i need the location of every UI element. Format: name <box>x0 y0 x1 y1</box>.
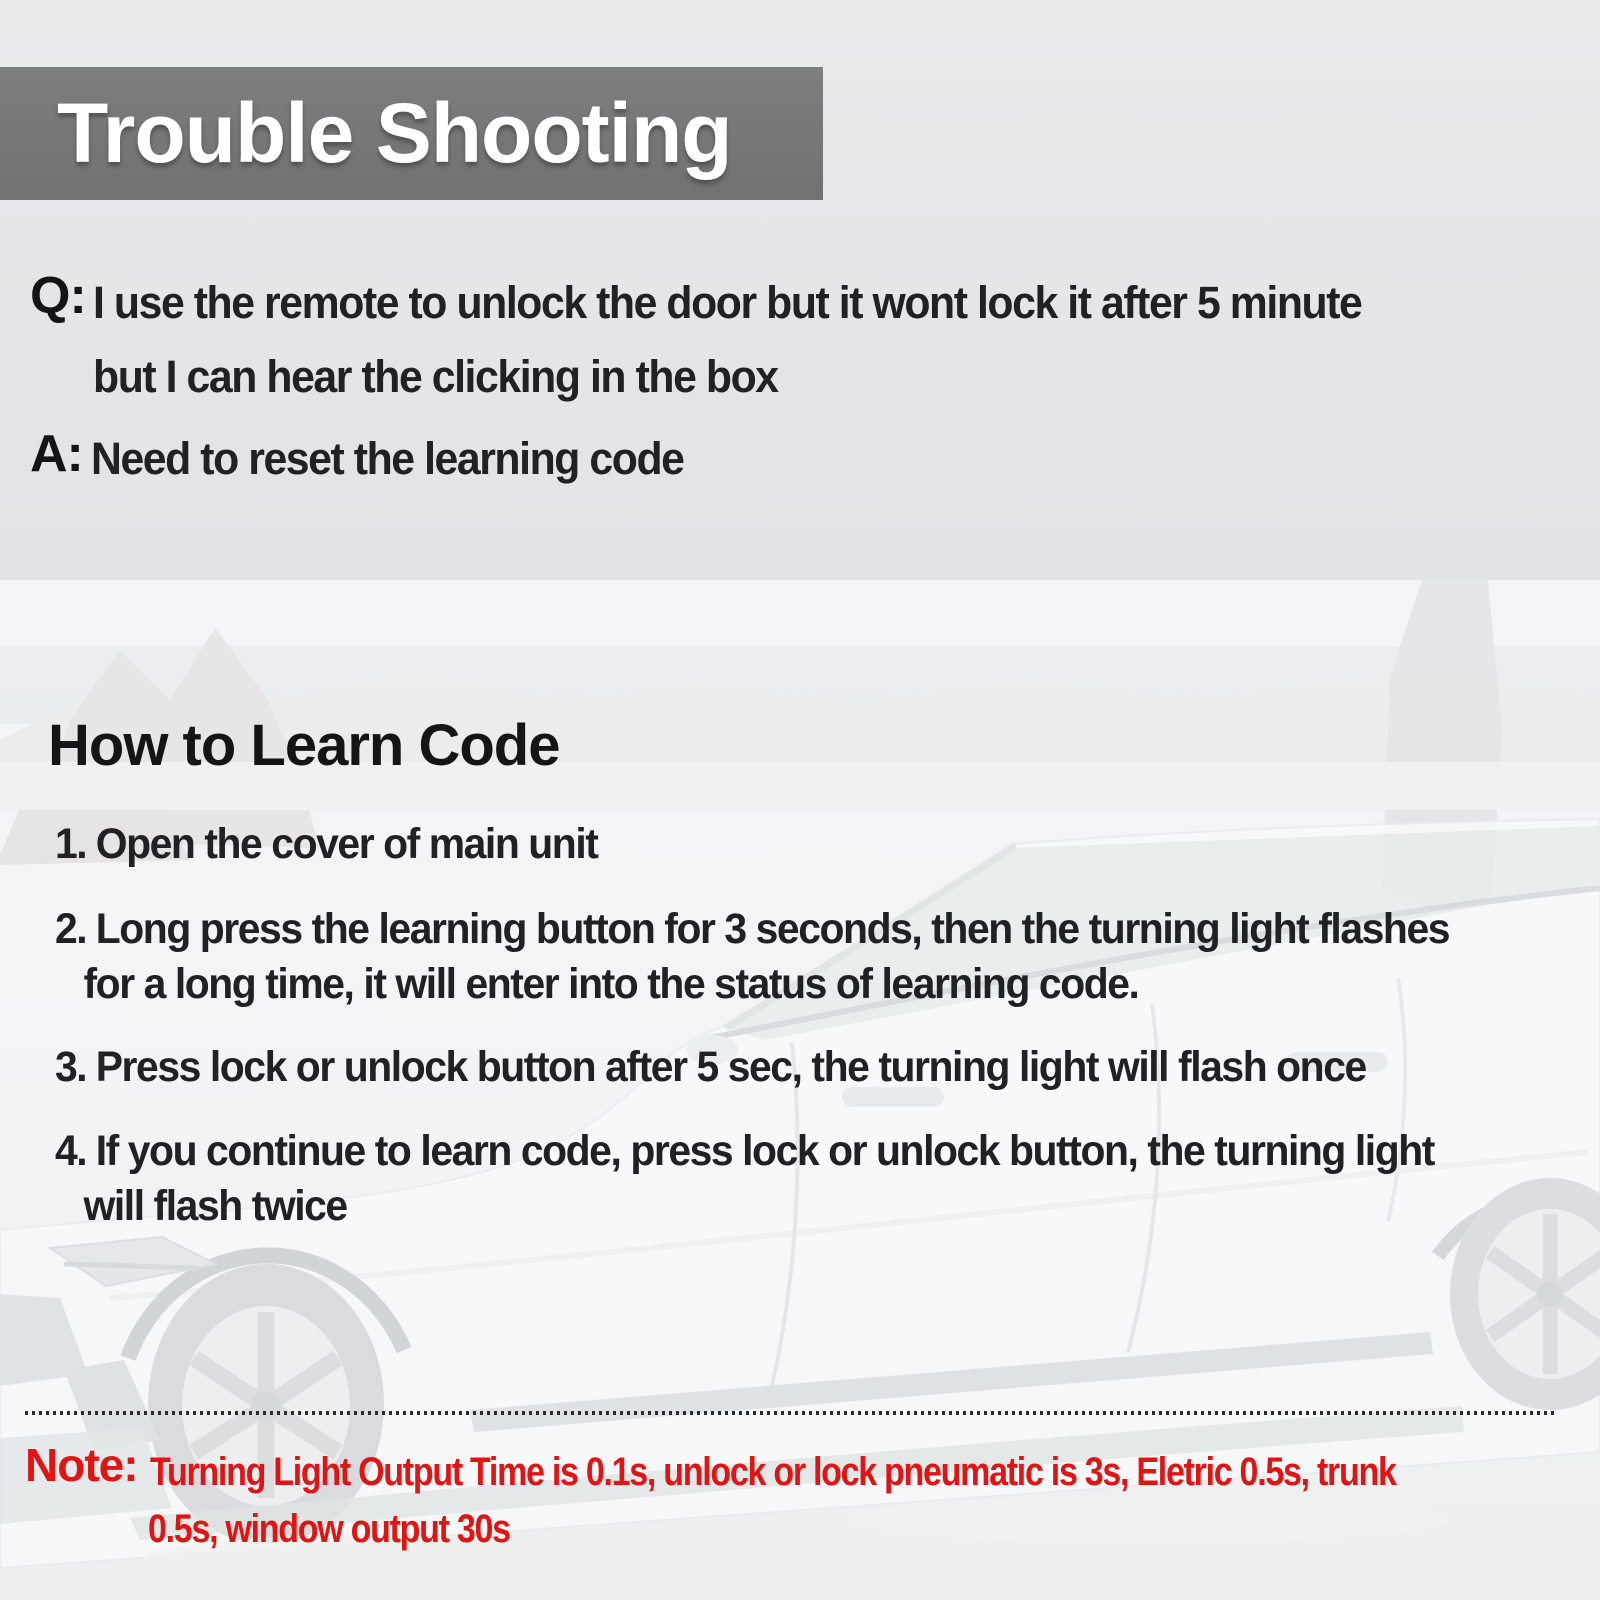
step-item-2 <box>55 902 1537 1012</box>
step-item-1 <box>55 817 1537 872</box>
step-number: 2. <box>55 905 87 953</box>
step-text-line: If you continue to learn code, press lock or unlock button, the turning light <box>95 1127 1434 1175</box>
step-item-4 <box>55 1124 1537 1234</box>
learn-code-heading: How to Learn Code <box>48 713 560 778</box>
note-label: Note: <box>25 1439 138 1491</box>
question-label: Q: <box>30 267 86 325</box>
step-text-line: Long press the learning button for 3 seconds, then the turning light flashes <box>95 905 1450 953</box>
page-title: Trouble Shooting <box>57 86 732 180</box>
step-number: 1. <box>55 820 87 868</box>
question-line-2: but I can hear the clicking in the box <box>93 351 778 402</box>
header-bar <box>0 67 823 200</box>
note-line-2: 0.5s, window output 30s <box>148 1507 510 1551</box>
step-number: 4. <box>55 1127 87 1175</box>
answer-text: Need to reset the learning code <box>91 433 684 484</box>
step-item-3 <box>55 1040 1537 1095</box>
note-line-1: Turning Light Output Time is 0.1s, unlock or lock pneumatic is 3s, Eletric 0.5s, trunk <box>150 1450 1396 1494</box>
step-text-line: Open the cover of main unit <box>95 820 598 868</box>
step-text-wrap: for a long time, it will enter into the status of learning code. <box>83 960 1139 1008</box>
question-line-1: I use the remote to unlock the door but it wont lock it after 5 minute <box>93 277 1362 328</box>
step-number: 3. <box>55 1043 87 1091</box>
dotted-divider <box>25 1411 1558 1415</box>
step-text-wrap: will flash twice <box>83 1182 347 1230</box>
step-text-line: Press lock or unlock button after 5 sec, the turning light will flash once <box>95 1043 1366 1091</box>
answer-label: A: <box>30 425 83 483</box>
